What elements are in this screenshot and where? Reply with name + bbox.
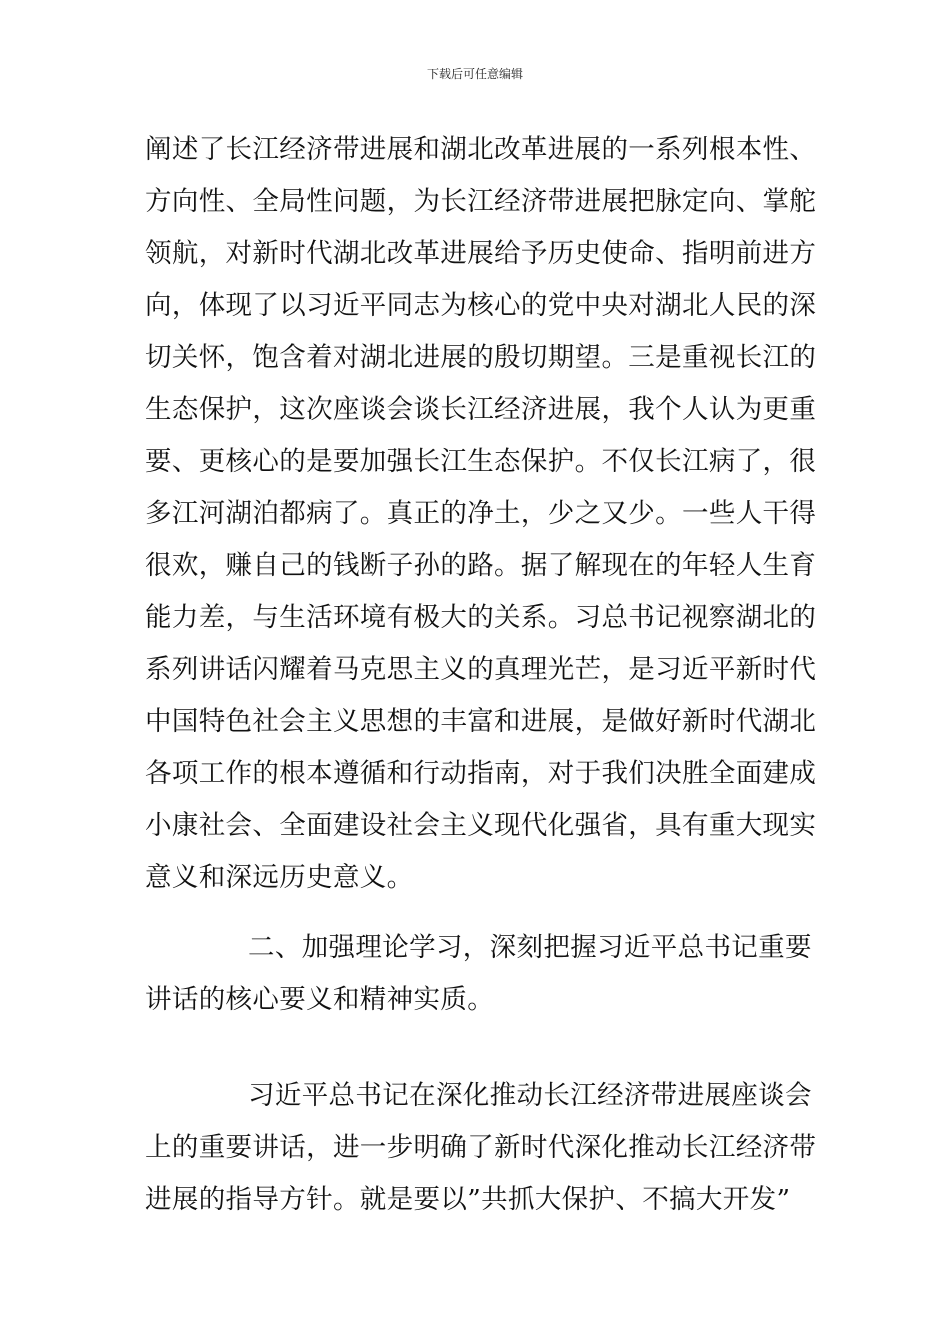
text-line: 切关怀，饱含着对湖北进展的殷切期望。三是重视长江的 [145,342,817,373]
text-line: 领航，对新时代湖北改革进展给予历史使命、指明前进方 [145,238,817,269]
text-line: 各项工作的根本遵循和行动指南，对于我们决胜全面建成 [145,758,817,789]
text-line: 方向性、全局性问题，为长江经济带进展把脉定向、掌舵 [145,186,817,217]
paragraph [145,1070,817,1226]
text-line: 意义和深远历史意义。 [145,862,414,893]
text-line: 小康社会、全面建设社会主义现代化强省，具有重大现实 [145,810,817,841]
paragraph-continuation [145,124,817,904]
text-line: 多江河湖泊都病了。真正的净土，少之又少。一些人干得 [145,498,817,529]
text-line: 讲话的核心要义和精神实质。 [145,984,495,1015]
page-header: 下载后可任意编辑 [426,67,523,81]
text-line: 中国特色社会主义思想的丰富和进展，是做好新时代湖北 [145,706,817,737]
text-line: 要、更核心的是要加强长江生态保护。不仅长江病了，很 [145,446,817,477]
section-heading [145,922,812,1026]
text-line: 向，体现了以习近平同志为核心的党中央对湖北人民的深 [145,290,817,321]
text-line: 二、加强理论学习，深刻把握习近平总书记重要 [248,932,812,963]
text-line: 能力差，与生活环境有极大的关系。习总书记视察湖北的 [145,602,817,633]
text-line: 系列讲话闪耀着马克思主义的真理光芒，是习近平新时代 [145,654,817,685]
text-line: 习近平总书记在深化推动长江经济带进展座谈会 [248,1080,812,1111]
text-line: 上的重要讲话，进一步明确了新时代深化推动长江经济带 [145,1132,817,1163]
text-line: 阐述了长江经济带进展和湖北改革进展的一系列根本性、 [145,134,817,165]
text-line: 生态保护，这次座谈会谈长江经济进展，我个人认为更重 [145,394,817,425]
text-line: 很欢，赚自己的钱断子孙的路。据了解现在的年轻人生育 [145,550,817,581]
text-line: 进展的指导方针。就是要以”共抓大保护、不搞大开发” [145,1184,791,1215]
